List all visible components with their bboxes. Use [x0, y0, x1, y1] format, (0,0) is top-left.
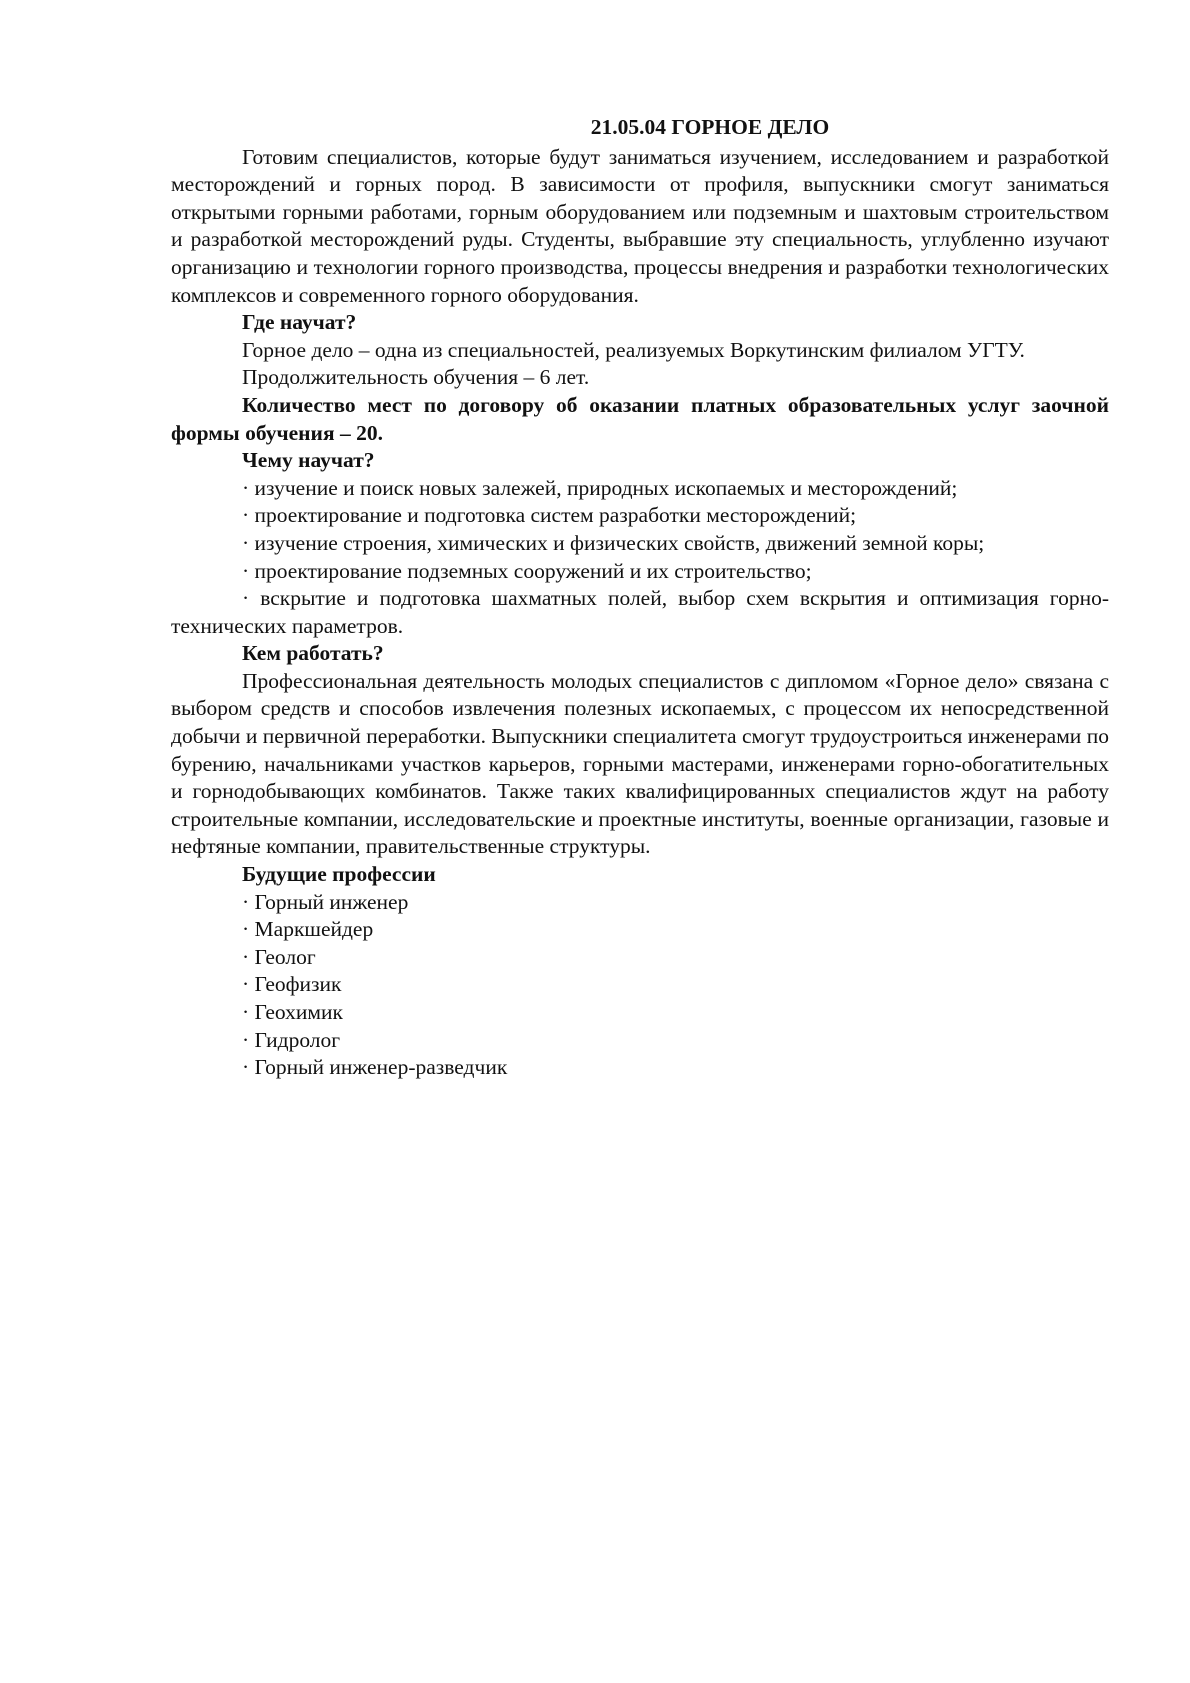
- list-item: · вскрытие и подготовка шахматных полей, выбор схем вскрытия и оптимизация горно-технических параметров.: [171, 586, 1109, 638]
- places-paragraph: Количество мест по договору об оказании платных образовательных услуг заочной формы обучения – 20.: [171, 392, 1109, 445]
- list-item: · Геолог: [242, 944, 316, 969]
- list-item: · проектирование и подготовка систем разработки месторождений;: [242, 503, 857, 528]
- list-item: · Горный инженер-разведчик: [242, 1055, 508, 1080]
- list-item: · Маркшейдер: [242, 917, 374, 942]
- list-item: · изучение строения, химических и физических свойств, движений земной коры;: [242, 530, 985, 555]
- where-heading: Где научат?: [242, 310, 357, 335]
- work-paragraph: Профессиональная деятельность молодых специалистов с дипломом «Горное дело» связана с выбором средств и способов извлечения полезных ископаемых, с процессом их непосредственной добычи и первичной переработки. Выпускники специалитета смогут трудоустроиться инженерами по бурению, начальниками участков карьеров, горными мастерами, инженерами горно-обогатительных и горнодобывающих комбинатов. Также таких квалифицированных специалистов ждут на работу строительные компании, исследовательские и проектные институты, военные организации, газовые и нефтяные компании, правительственные структуры.: [171, 668, 1109, 859]
- where-paragraph: Горное дело – одна из специальностей, реализуемых Воркутинским филиалом УГТУ.: [242, 337, 1025, 362]
- list-item: · проектирование подземных сооружений и их строительство;: [242, 558, 812, 583]
- duration-paragraph: Продолжительность обучения – 6 лет.: [242, 365, 590, 390]
- intro-paragraph: Готовим специалистов, которые будут заниматься изучением, исследованием и разработкой месторождений и горных пород. В зависимости от профиля, выпускники смогут заниматься открытыми горными работами, горным оборудованием или подземным и шахтовым строительством и разработкой месторождений руды. Студенты, выбравшие эту специальность, углубленно изучают организацию и технологии горного производства, процессы внедрения и разработки технологических комплексов и современного горного оборудования.: [171, 144, 1109, 307]
- list-item: · Геохимик: [242, 1000, 343, 1024]
- list-item: · Горный инженер: [242, 889, 409, 914]
- list-item: · Гидролог: [242, 1027, 341, 1052]
- future-heading: Будущие профессии: [242, 862, 436, 887]
- document-page: [171, 114, 1109, 1082]
- list-item: · Геофизик: [242, 972, 342, 997]
- list-item: · изучение и поиск новых залежей, природных ископаемых и месторождений;: [242, 475, 958, 500]
- what-heading: Чему научат?: [242, 448, 375, 473]
- document-title: 21.05.04 ГОРНОЕ ДЕЛО: [590, 115, 830, 139]
- work-heading: Кем работать?: [242, 641, 384, 666]
